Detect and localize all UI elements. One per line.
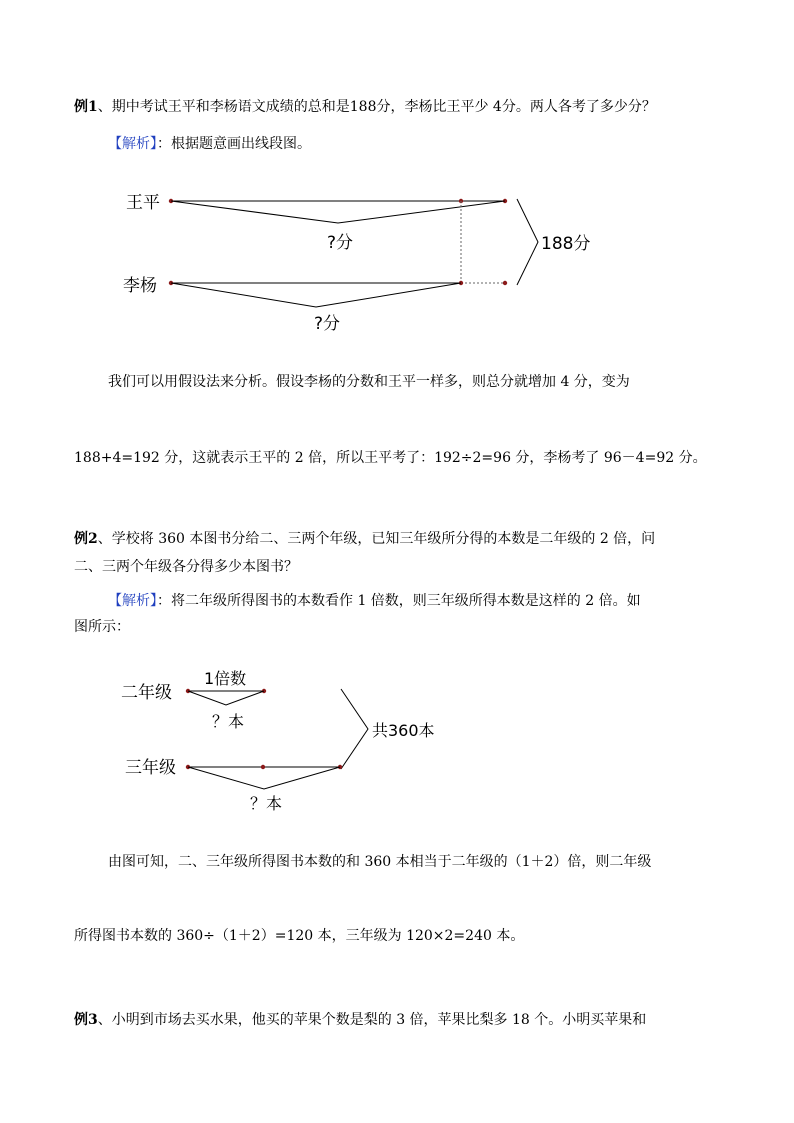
analysis-text: ：根据题意画出线段图。	[157, 136, 311, 152]
diagram-label-liyang: 李杨	[123, 276, 157, 296]
diagram-label-grade2: 二年级	[121, 683, 172, 703]
brace-grade2	[188, 691, 264, 705]
analysis-text-2: ：将二年级所得图书的本数看作 1 倍数，则三年级所得本数是这样的 2 倍。如	[157, 593, 641, 609]
example-1-para-2: 188+4=192 分，这就表示王平的 2 倍，所以王平考了：192÷2=96 分，李杨考了 96－4=92 分。	[74, 450, 707, 466]
example-2-para-1: 由图可知，二、三年级所得图书本数的和 360 本相当于二年级的（1＋2）倍，则二年级	[108, 854, 652, 870]
diagram-q-grade2: ？本	[212, 712, 245, 731]
brace-grade3	[188, 767, 340, 789]
example-1-label: 例1	[74, 99, 98, 115]
example-2-analysis-line-2: 图所示：	[74, 619, 130, 635]
diagram-one-times: 1倍数	[204, 669, 247, 688]
diagram-q-grade3: ？本	[250, 794, 283, 813]
diagram-label-wangping: 王平	[126, 193, 160, 213]
example-1-para-1: 我们可以用假设法来分析。假设李杨的分数和王平一样多，则总分就增加 4 分，变为	[108, 374, 630, 390]
analysis-tag: 【解析】	[108, 136, 157, 152]
example-3-text: 、小明到市场去买水果，他买的苹果个数是梨的 3 倍，苹果比梨多 18 个。小明买苹果和	[97, 1012, 647, 1028]
example-1-text: 、期中考试王平和李杨语文成绩的总和是188分，李杨比王平少 4分。两人各考了多少分？	[97, 99, 656, 115]
total-brace-2	[341, 689, 368, 769]
example-3-question	[74, 1010, 646, 1030]
analysis-tag-2: 【解析】	[108, 593, 157, 609]
example-2-text: 、学校将 360 本图书分给二、三两个年级，已知三年级所分得的本数是二年级的 2 倍，问	[97, 531, 656, 547]
example-2-label: 例2	[74, 531, 98, 547]
example-2-para-2: 所得图书本数的 360÷（1＋2）=120 本，三年级为 120×2=240 本。	[74, 928, 525, 944]
example-2-question-line-2: 二、三两个年级各分得多少本图书？	[74, 559, 298, 575]
diagram-total-2: 共360本	[372, 721, 435, 740]
example-3-label: 例3	[74, 1012, 98, 1028]
diagram-q-liyang: ?分	[314, 314, 341, 334]
diagram-label-grade3: 三年级	[125, 758, 176, 778]
diagram-total: 188分	[541, 234, 591, 254]
diagram-q-wangping: ?分	[327, 233, 354, 253]
